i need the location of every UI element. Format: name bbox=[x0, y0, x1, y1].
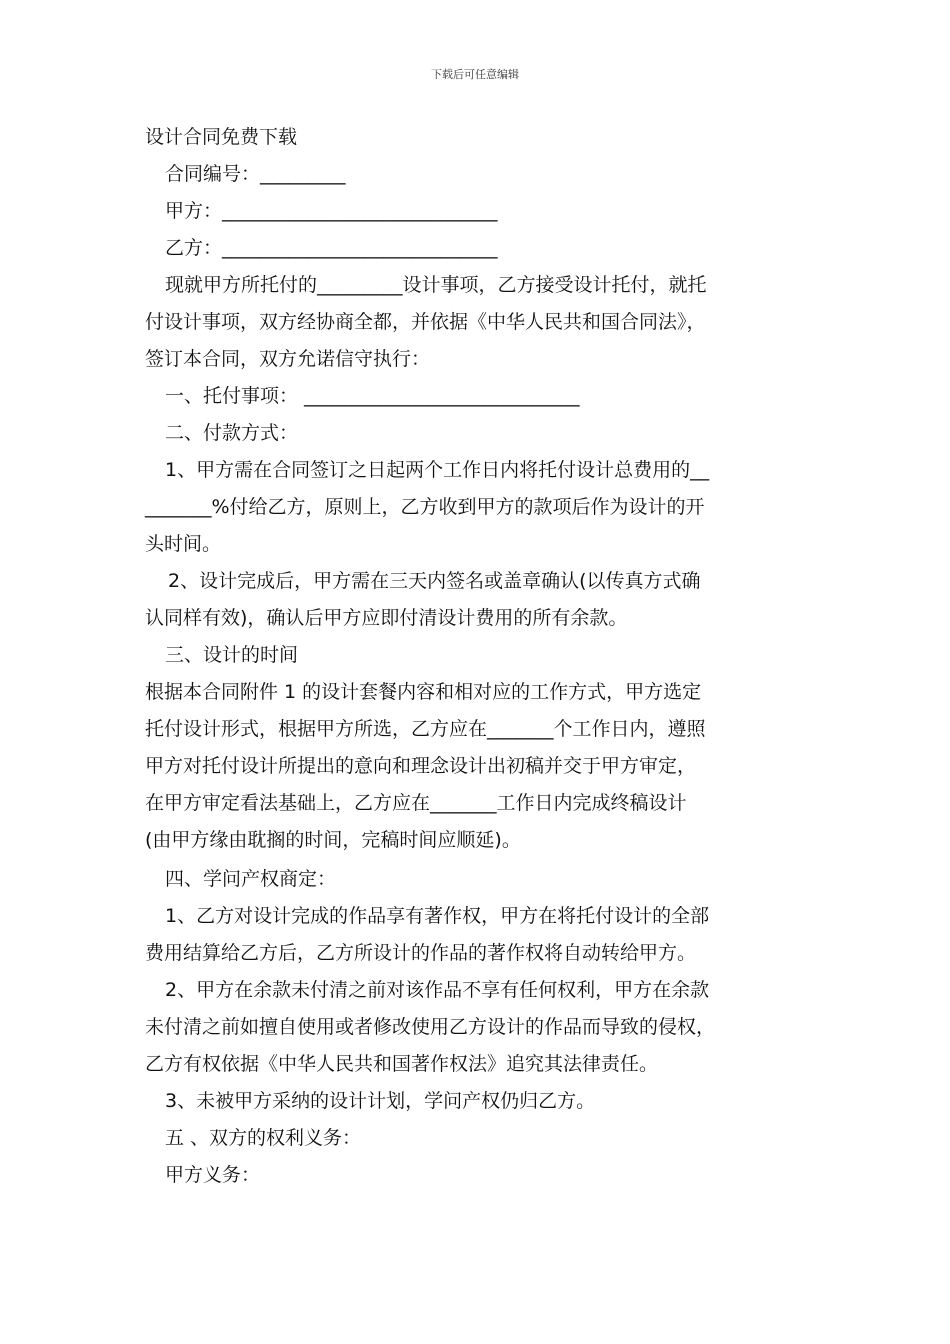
paragraph-line: 3、未被甲方采纳的设计计划，学问产权仍归乙方。 bbox=[165, 1090, 596, 1112]
paragraph-line: 付设计事项，双方经协商全都，并依据《中华人民共和国合同法》， bbox=[145, 311, 706, 333]
paragraph-line: (由甲方缘由耽搁的时间，完稿时间应顺延)。 bbox=[145, 829, 521, 851]
paragraph-line: 现就甲方所托付的_________设计事项，乙方接受设计托付，就托 bbox=[165, 274, 707, 296]
page-header: 下载后可任意编辑 bbox=[431, 68, 519, 81]
paragraph-line: 甲方对托付设计所提出的意向和理念设计出初稿并交于甲方审定， bbox=[145, 755, 697, 777]
paragraph-line: 头时间。 bbox=[145, 533, 222, 555]
document-title: 设计合同免费下载 bbox=[145, 126, 298, 148]
paragraph-line: 2、设计完成后，甲方需在三天内签名或盖章确认(以传真方式确 bbox=[168, 570, 701, 592]
paragraph-line: 根据本合同附件 1 的设计套餐内容和相对应的工作方式，甲方选定 bbox=[145, 681, 702, 703]
party-a-line: 甲方：_____________________________ bbox=[165, 200, 498, 222]
section-heading: 一、托付事项： _____________________________ bbox=[165, 385, 580, 407]
section-heading: 五 、双方的权利义务： bbox=[165, 1127, 362, 1149]
section-heading: 三、设计的时间 bbox=[165, 644, 299, 666]
paragraph-line: 未付清之前如擅自使用或者修改使用乙方设计的作品而导致的侵权， bbox=[145, 1016, 716, 1038]
paragraph-line: _______%付给乙方，原则上，乙方收到甲方的款项后作为设计的开 bbox=[145, 496, 705, 518]
paragraph-line: 费用结算给乙方后，乙方所设计的作品的著作权将自动转给甲方。 bbox=[145, 942, 697, 964]
paragraph-line: 2、甲方在余款未付清之前对该作品不享有任何权利，甲方在余款 bbox=[165, 979, 710, 1001]
party-b-line: 乙方：_____________________________ bbox=[165, 237, 498, 259]
paragraph-line: 在甲方审定看法基础上，乙方应在_______工作日内完成终稿设计 bbox=[145, 792, 687, 814]
paragraph-line: 1、乙方对设计完成的作品享有著作权，甲方在将托付设计的全部 bbox=[165, 905, 710, 927]
contract-number-line: 合同编号：_________ bbox=[165, 163, 346, 185]
paragraph-line: 乙方有权依据《中华人民共和国著作权法》追究其法律责任。 bbox=[145, 1053, 659, 1075]
section-heading: 二、付款方式： bbox=[165, 422, 299, 444]
paragraph-line: 认同样有效)，确认后甲方应即付清设计费用的所有余款。 bbox=[145, 607, 628, 629]
paragraph-line: 托付设计形式，根据甲方所选，乙方应在_______个工作日内，遵照 bbox=[145, 718, 706, 740]
paragraph-line: 1、甲方需在合同签订之日起两个工作日内将托付设计总费用的__ bbox=[165, 459, 710, 481]
section-heading: 甲方义务： bbox=[165, 1164, 261, 1186]
paragraph-line: 签订本合同，双方允诺信守执行： bbox=[145, 348, 431, 370]
section-heading: 四、学问产权商定： bbox=[165, 868, 337, 890]
